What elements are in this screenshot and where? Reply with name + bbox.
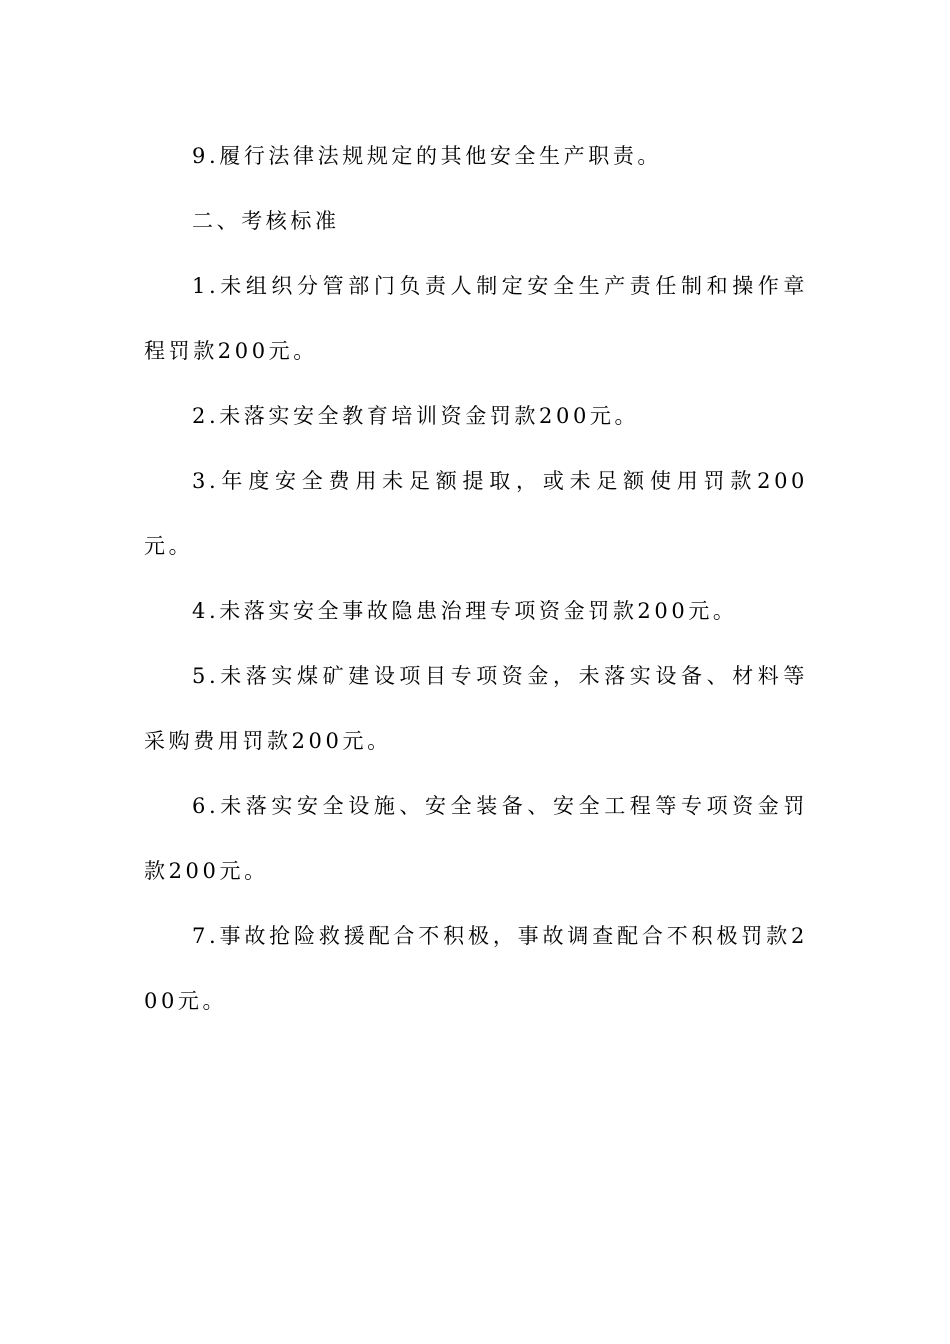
document-body bbox=[144, 124, 808, 1034]
paragraph-duty-9: 9.履行法律法规规定的其他安全生产职责。 bbox=[192, 144, 663, 168]
paragraph-standard-5: 5.未落实煤矿建设项目专项资金，未落实设备、材料等采购费用罚款200元。 bbox=[144, 664, 808, 753]
paragraph-standard-7: 7.事故抢险救援配合不积极，事故调查配合不积极罚款200元。 bbox=[144, 924, 808, 1013]
paragraph-standard-3: 3.年度安全费用未足额提取，或未足额使用罚款200元。 bbox=[144, 469, 808, 558]
paragraph-standard-4: 4.未落实安全事故隐患治理专项资金罚款200元。 bbox=[192, 599, 738, 623]
section-heading-assessment-standards: 二、考核标准 bbox=[192, 209, 340, 233]
paragraph-standard-2: 2.未落实安全教育培训资金罚款200元。 bbox=[192, 404, 640, 428]
paragraph-standard-1: 1.未组织分管部门负责人制定安全生产责任制和操作章程罚款200元。 bbox=[144, 274, 808, 363]
paragraph-standard-6: 6.未落实安全设施、安全装备、安全工程等专项资金罚款200元。 bbox=[144, 794, 808, 883]
